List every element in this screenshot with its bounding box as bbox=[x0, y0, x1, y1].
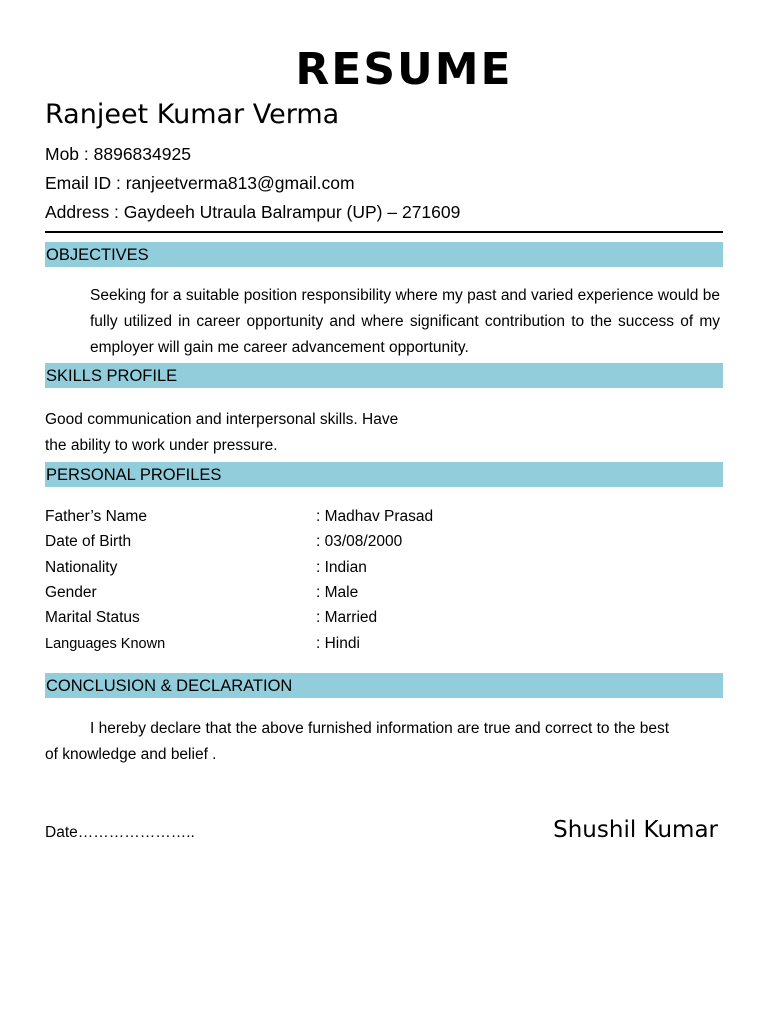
document-title: RESUME bbox=[295, 44, 513, 95]
candidate-name: Ranjeet Kumar Verma bbox=[45, 99, 340, 130]
personal-heading: PERSONAL PROFILES bbox=[45, 462, 723, 487]
header-divider bbox=[45, 231, 723, 233]
profile-value: : Indian bbox=[316, 559, 367, 576]
profile-value: : Madhav Prasad bbox=[316, 508, 434, 525]
signature-name: Shushil Kumar bbox=[553, 817, 718, 843]
profile-label: Date of Birth bbox=[45, 533, 132, 550]
profile-value: : Married bbox=[316, 609, 378, 626]
conclusion-heading: CONCLUSION & DECLARATION bbox=[45, 673, 723, 698]
date-line: Date………………….. bbox=[45, 824, 195, 841]
profile-value: : 03/08/2000 bbox=[316, 533, 403, 550]
skills-line-1: Good communication and interpersonal skills. Have bbox=[45, 411, 399, 428]
skills-heading: SKILLS PROFILE bbox=[45, 363, 723, 388]
profile-label: Father’s Name bbox=[45, 508, 147, 525]
profile-label: Languages Known bbox=[45, 636, 166, 652]
conclusion-line-2: of knowledge and belief . bbox=[45, 746, 217, 763]
profile-row bbox=[45, 633, 545, 655]
profile-label: Gender bbox=[45, 584, 97, 601]
profile-row bbox=[45, 531, 545, 553]
objectives-text: Seeking for a suitable position responsibility where my past and varied experience would be fully utilized in career opportunity and where significant contribution to the success of my employer will gain me career advancement opportunity. bbox=[90, 287, 720, 356]
profile-row bbox=[45, 582, 545, 604]
profile-label: Nationality bbox=[45, 559, 118, 576]
mobile-line: Mob : 8896834925 bbox=[45, 144, 191, 164]
profile-value: : Male bbox=[316, 584, 359, 601]
email-line: Email ID : ranjeetverma813@gmail.com bbox=[45, 173, 355, 193]
objectives-heading: OBJECTIVES bbox=[45, 242, 723, 267]
profile-row bbox=[45, 557, 545, 579]
profile-row bbox=[45, 506, 545, 528]
profile-value: : Hindi bbox=[316, 635, 360, 652]
profile-row bbox=[45, 607, 545, 629]
profile-label: Marital Status bbox=[45, 609, 140, 626]
skills-line-2: the ability to work under pressure. bbox=[45, 437, 278, 454]
address-line: Address : Gaydeeh Utraula Balrampur (UP) – 271609 bbox=[45, 202, 461, 222]
conclusion-line-1: I hereby declare that the above furnished information are true and correct to the best bbox=[90, 720, 670, 737]
